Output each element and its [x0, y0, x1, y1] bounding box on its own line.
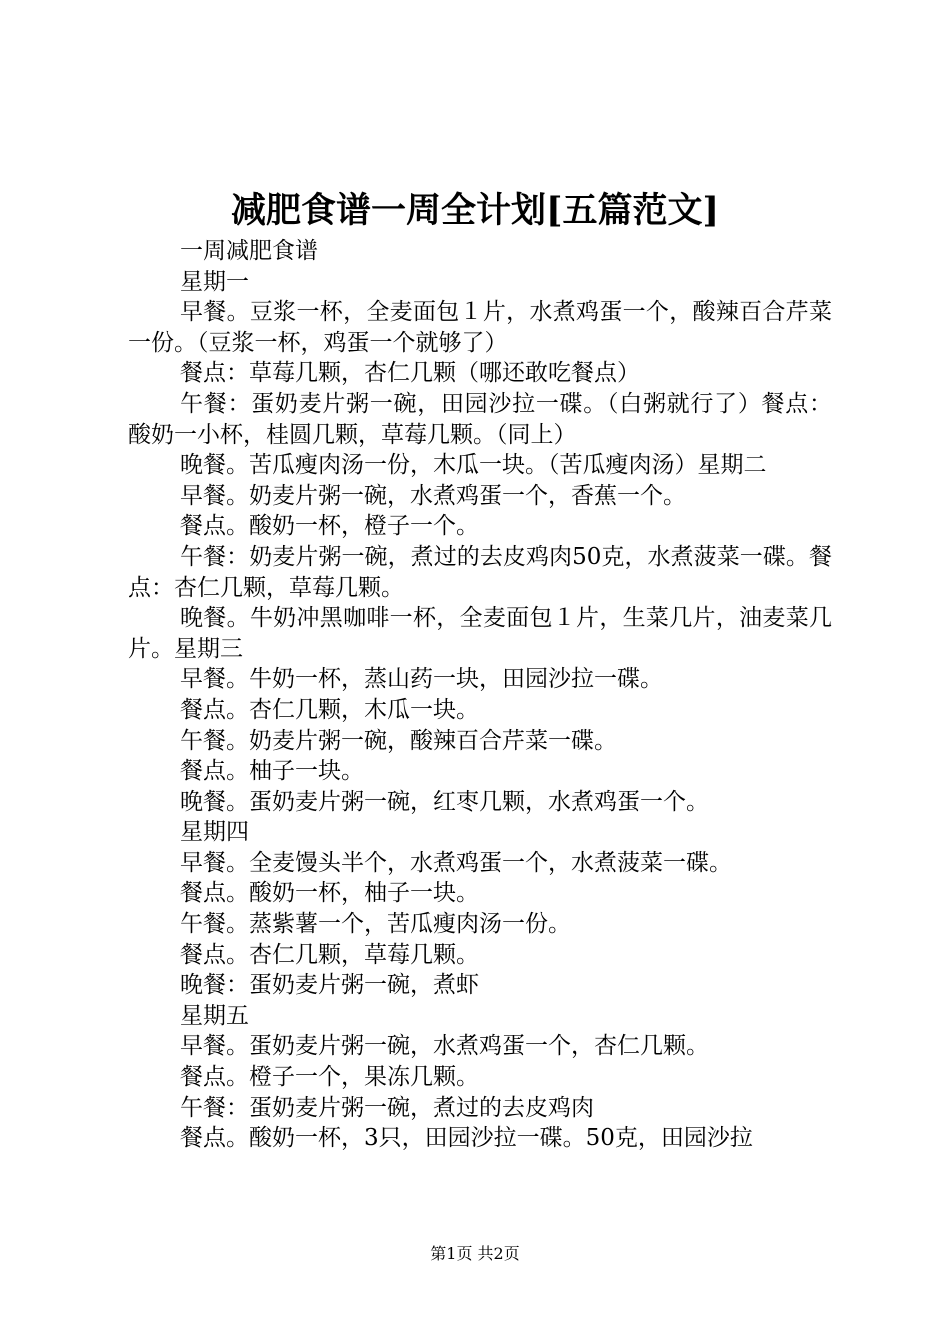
paragraph: 星期四: [180, 819, 249, 846]
paragraph: 早餐。奶麦片粥一碗，水煮鸡蛋一个，香蕉一个。: [180, 482, 686, 509]
paragraph: 餐点。杏仁几颗，木瓜一块。: [180, 696, 479, 723]
paragraph: 晚餐。牛奶冲黑咖啡一杯，全麦面包１片，生菜几片，油麦菜几片。星期三: [128, 605, 832, 662]
paragraph: 早餐。牛奶一杯，蒸山药一块，田园沙拉一碟。: [180, 666, 663, 693]
paragraph: 午餐。奶麦片粥一碗，酸辣百合芹菜一碟。: [180, 727, 617, 754]
paragraph: 餐点。酸奶一杯，橙子一个。: [180, 513, 479, 540]
paragraph: 晚餐。苦瓜瘦肉汤一份，木瓜一块。（苦瓜瘦肉汤）星期二: [180, 452, 767, 479]
paragraph: 一周减肥食谱: [180, 238, 318, 264]
paragraph: 午餐：蛋奶麦片粥一碗，田园沙拉一碟。（白粥就行了）餐点：酸奶一小杯，桂圆几颗，草莓几颗。（同上）: [128, 390, 832, 448]
paragraph: 餐点。杏仁几颗，草莓几颗。: [180, 941, 479, 968]
paragraph: 早餐。全麦馒头半个，水煮鸡蛋一个，水煮菠菜一碟。: [180, 849, 732, 876]
page-footer: 第1页 共2页: [430, 1244, 520, 1263]
document-body: [128, 236, 832, 1154]
paragraph: 餐点。柚子一块。: [180, 758, 364, 785]
paragraph: 星期五: [180, 1002, 249, 1029]
paragraph: 晚餐：蛋奶麦片粥一碗，煮虾: [180, 972, 479, 999]
paragraph: 午餐：奶麦片粥一碗，煮过的去皮鸡肉50克，水煮菠菜一碟。餐点：杏仁几颗，草莓几颗。: [128, 543, 832, 601]
paragraph: 午餐。蒸紫薯一个，苦瓜瘦肉汤一份。: [180, 911, 571, 938]
paragraph: 餐点。橙子一个，果冻几颗。: [180, 1064, 479, 1091]
paragraph: 餐点。酸奶一杯，3只，田园沙拉一碟。50克，田园沙拉: [180, 1125, 753, 1152]
paragraph: 早餐。蛋奶麦片粥一碗，水煮鸡蛋一个，杏仁几颗。: [180, 1033, 709, 1060]
paragraph: 餐点。酸奶一杯，柚子一块。: [180, 880, 479, 907]
paragraph: 午餐：蛋奶麦片粥一碗，煮过的去皮鸡肉: [180, 1094, 594, 1121]
paragraph: 餐点：草莓几颗，杏仁几颗（哪还敢吃餐点）: [180, 360, 640, 387]
paragraph: 星期一: [180, 268, 249, 295]
paragraph: 晚餐。蛋奶麦片粥一碗，红枣几颗，水煮鸡蛋一个。: [180, 788, 709, 815]
document-title: 减肥食谱一周全计划[五篇范文]: [230, 190, 720, 231]
paragraph: 早餐。豆浆一杯，全麦面包１片，水煮鸡蛋一个，酸辣百合芹菜一份。（豆浆一杯，鸡蛋一个就够了）: [128, 299, 832, 356]
